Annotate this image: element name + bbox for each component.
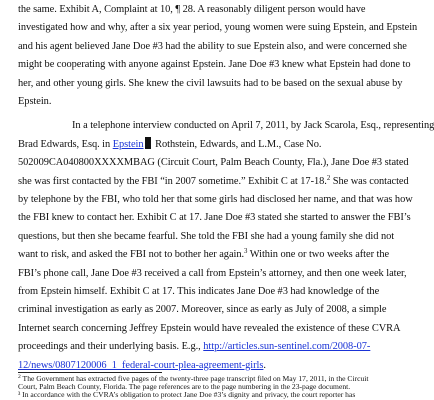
- paragraph-line: [18, 247, 389, 263]
- paragraph-line: questions, but then she became fearful. She told the FBI she had a young family she did not: [18, 230, 395, 242]
- paragraph-line: [18, 174, 409, 190]
- sun-sentinel-link-cont[interactable]: 12/news/0807120006_1_federal-court-plea-agreement-girls: [18, 359, 264, 371]
- paragraph-line: FBI’s phone call, Jane Doe #3 received a call from Epstein’s attorney, and then one week later,: [18, 267, 407, 279]
- line-text: Brad Edwards, Esq. in: [18, 138, 113, 150]
- paragraph-line: Internet search concerning Jeffrey Epstein would have revealed the existence of these CVRA: [18, 322, 401, 334]
- footnote-line: ³ In accordance with the CVRA’s obligation to protect Jane Doe #3’s dignity and privacy, the court reporter has: [18, 390, 356, 399]
- paragraph-line: the FBI knew to contact her. Exhibit C at 17. Jane Doe #3 stated she started to answer the FBI’s: [18, 212, 411, 224]
- footnote-marker-2: 2: [18, 374, 21, 380]
- line-text: .: [263, 359, 266, 371]
- line-text: want to risk, and asked the FBI not to bother her again.: [18, 249, 245, 261]
- footnote-text: The Government has extracted five pages of the twenty-three page transcript filed on May 17, 2011, in the Circuit: [20, 374, 369, 383]
- paragraph-line: 502009CA040800XXXXMBAG (Circuit Court, Palm Beach County, Fla.), Jane Doe #3 stated: [18, 157, 409, 169]
- line-text: She was contacted: [330, 175, 409, 187]
- body-line: the same. Exhibit A, Complaint at 10, ¶ 28. A reasonably diligent person would have: [18, 4, 366, 15]
- paragraph-line: criminal investigation as early as 2007. Moreover, since as early as July of 2008, a simple: [18, 304, 387, 316]
- footnote-separator: [18, 372, 162, 373]
- body-line: Epstein.: [18, 96, 52, 107]
- footnote-ref-3: 3: [244, 248, 248, 256]
- epstein-case-link[interactable]: Epstein: [112, 138, 144, 150]
- body-line: might be cooperating with anyone against Epstein. Jane Doe #3 knew what Epstein had done to: [18, 59, 411, 71]
- footnote-line: Court, Palm Beach County, Florida. The page references are to the page numbering in the 23-page document.: [18, 382, 351, 391]
- body-line: and his agent believed Jane Doe #3 had the ability to sue Epstein also, and were concerned she: [18, 40, 407, 52]
- body-line: her, and other young girls. She knew the civil lawsuits had to be based on the sexual abuse by: [18, 77, 403, 89]
- line-text: Rothstein, Edwards, and L.M., Case No.: [152, 138, 322, 150]
- line-text: she was first contacted by the FBI “in 2007 sometime.” Exhibit C at 17-18.: [18, 175, 327, 187]
- redaction-bar: [145, 137, 151, 149]
- paragraph-line: In a telephone interview conducted on April 7, 2011, by Jack Scarola, Esq., representing: [72, 120, 434, 132]
- line-text: proceedings and their underlying basis. E.g.,: [18, 341, 204, 353]
- paragraph-line: by telephone by the FBI, who told her that some girls had disclosed her name, and that was how: [18, 194, 413, 205]
- line-text: Within one or two weeks after the: [247, 249, 390, 261]
- footnote-ref-2: 2: [326, 174, 331, 182]
- sun-sentinel-link[interactable]: http://articles.sun-sentinel.com/2008-07-: [203, 341, 371, 353]
- paragraph-line: [18, 137, 321, 153]
- body-line: investigated how and why, after a six year period, young women were suing Epstein, and Epstein: [18, 22, 418, 34]
- paragraph-line: [18, 339, 370, 355]
- paragraph-line: from Epstein himself. Exhibit C at 17. This indicates Jane Doe #3 had knowledge of the: [18, 286, 380, 297]
